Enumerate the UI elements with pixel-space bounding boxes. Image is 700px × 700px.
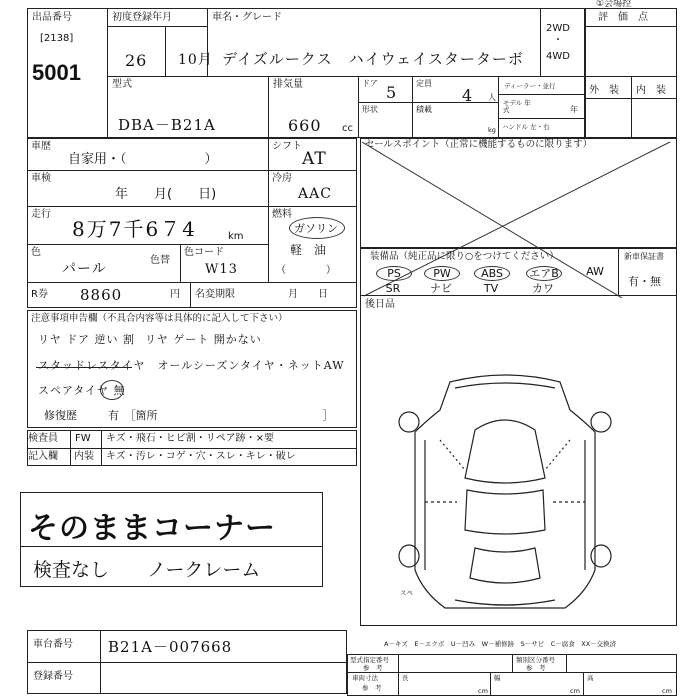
fuel-circle: [289, 217, 345, 239]
divider: [585, 26, 677, 27]
eval-top: ①会場控: [596, 0, 632, 9]
eval-label: 評 価 点: [598, 12, 648, 23]
divider: [498, 118, 585, 119]
mileage-label: 走行: [31, 209, 51, 220]
displacement-label: 排気量: [273, 79, 303, 90]
dealer-label: ディーラー・並行: [504, 82, 556, 90]
inspection-label: 車検: [31, 173, 51, 184]
history-value: 自家用・（ ）: [68, 152, 218, 167]
length-label: 長: [402, 674, 409, 682]
category-label: 類別区分番号: [516, 656, 555, 664]
record-label: 記入欄: [28, 451, 58, 462]
reg-number-label: 登録番号: [33, 671, 73, 682]
car-diagram: [395, 370, 615, 620]
divider: [268, 76, 269, 138]
chassis-value: B21A－007668: [108, 638, 233, 656]
divider: [101, 430, 102, 466]
width-label: 幅: [494, 674, 501, 682]
divider: [512, 654, 513, 672]
fuel-diesel: 軽 油: [290, 243, 327, 257]
ac-value: AAC: [298, 186, 332, 202]
category-sub: 参 考: [526, 664, 546, 672]
lot-label: 出品番号: [32, 12, 72, 23]
ac-label: 冷房: [272, 173, 292, 184]
displacement-unit: cc: [342, 123, 353, 134]
divider: [190, 282, 191, 308]
model-value: DBA－B21A: [118, 116, 216, 134]
doors-value: 5: [386, 83, 398, 102]
divider: [27, 448, 357, 449]
type-spec-sub: 参 考: [363, 664, 383, 672]
first-reg-year: 26: [125, 51, 148, 70]
divider: [347, 672, 677, 673]
divider: [398, 654, 399, 696]
drive-4wd: 4WD: [546, 51, 570, 62]
doors-label: ドア: [362, 79, 378, 88]
model-year-label: モデル 年式: [503, 99, 531, 114]
divider: [27, 244, 268, 245]
fuel-label: 燃料: [272, 209, 292, 220]
height-unit: cm: [662, 687, 672, 695]
car-name-label: 車名・グレード: [212, 12, 282, 23]
note-line-2: リヤ ゲート 開かない: [145, 333, 262, 346]
damage-legend: A－キズ E－エクボ U－凹み W－補修跡 S－サビ C－腐食 XX－交換済: [384, 640, 617, 648]
repair-value: 有 ［箇所 ］: [108, 409, 334, 422]
divider: [70, 430, 71, 466]
equip-item: ナビ: [430, 282, 452, 295]
divider: [618, 248, 619, 296]
stamp-noclaim: 検査なし ノークレーム: [33, 559, 261, 581]
length-unit: cm: [478, 687, 488, 695]
after-label: 後日品: [365, 299, 395, 310]
interior-label: 内 装: [636, 85, 666, 96]
divider: [207, 8, 208, 76]
divider: [180, 244, 181, 282]
spare-mark: スペ: [400, 589, 413, 597]
equip-label: 装備品（純正品に限り○をつけてください）: [370, 251, 559, 262]
shift-label: シフト: [272, 141, 302, 152]
exterior-label: 外 装: [589, 85, 619, 96]
note-circle: [100, 380, 124, 400]
strike-line: [36, 367, 132, 368]
width-unit: cm: [570, 687, 580, 695]
type-spec-label: 型式指定番号: [350, 656, 389, 664]
in-items: キズ・汚レ・コゲ・穴・スレ・キレ・破レ: [106, 451, 296, 462]
divider: [27, 206, 357, 207]
color-code-value: W13: [205, 262, 238, 277]
mileage-value: 8万7千6７4: [72, 217, 197, 241]
divider: [490, 672, 491, 696]
divider: [107, 8, 108, 138]
divider: [268, 138, 269, 282]
fw-items: キズ・飛石・ヒビ割・リペア跡・×要: [106, 433, 274, 444]
divider: [583, 672, 584, 696]
note-line-4: スペアタイヤ 無: [38, 384, 126, 397]
divider: [498, 76, 499, 138]
shift-value: AT: [302, 149, 327, 169]
capacity-value: 4: [462, 86, 474, 105]
divider: [498, 94, 585, 95]
equip-item: PW: [424, 266, 460, 281]
divider: [165, 26, 166, 76]
divider: [100, 630, 101, 694]
reg-period-label: 名変期限: [195, 289, 235, 300]
handle-label: ハンドル 左・右: [502, 123, 550, 131]
recycle-value: 8860: [80, 286, 123, 304]
dims-label: 車両寸法: [352, 674, 378, 682]
warranty-label: 新車保証書: [624, 252, 664, 261]
divider: [358, 76, 359, 138]
divider: [631, 76, 632, 138]
divider: [412, 76, 413, 138]
first-reg-label: 初度登録年月: [112, 12, 172, 23]
equip-item: PS: [376, 266, 412, 281]
car-name: デイズルークス ハイウェイスターターボ: [222, 50, 524, 68]
equip-item: TV: [483, 282, 499, 295]
reg-period-value: 月 日: [288, 289, 328, 300]
note-line-3: スタッドレスタイヤ オールシーズンタイヤ・ネットAW: [38, 359, 345, 372]
divider: [27, 170, 357, 171]
divider: [358, 102, 498, 103]
model-year-unit: 年: [570, 105, 578, 114]
color-change-label: 色替: [150, 255, 170, 266]
divider: [27, 662, 347, 663]
divider: [27, 282, 357, 283]
model-label: 型式: [112, 79, 132, 90]
lot-sub: [2138]: [40, 33, 74, 44]
capacity-unit: 人: [488, 93, 496, 102]
recycle-unit: 円: [170, 289, 180, 300]
inspector-label: 検査員: [28, 433, 58, 444]
notes-label: 注意事項申告欄（不具合内容等は具体的に記入して下さい）: [31, 313, 288, 324]
warranty-value: 有・無: [628, 275, 661, 288]
equip-item: ABS: [474, 266, 510, 281]
dims-sub: 参 考: [362, 684, 382, 692]
color-value: パール: [62, 261, 107, 277]
divider: [585, 98, 677, 99]
divider: [566, 654, 567, 672]
note-line-1: リヤ ドア 逆い 割: [38, 333, 135, 346]
capacity-label: 定員: [416, 79, 432, 88]
displacement-value: 660: [288, 116, 322, 135]
divider: [107, 26, 207, 27]
stamp-corner: そのままコーナー: [28, 511, 276, 546]
recycle-label: R券: [31, 289, 48, 300]
divider: [540, 8, 541, 76]
load-unit: kg: [488, 126, 496, 134]
equip-item: AW: [586, 265, 604, 278]
fuel-paren: （ ）: [276, 265, 336, 276]
shape-label: 形状: [362, 105, 378, 114]
divider: [107, 76, 585, 77]
inspection-value: 年 月( 日): [115, 187, 217, 202]
repair-label: 修復歴: [44, 409, 77, 422]
fuel-gas: ガソリン: [294, 222, 338, 235]
color-code-label: 色コード: [184, 247, 224, 258]
equip-item: エアB: [526, 266, 562, 281]
lot-number: 5001: [32, 60, 81, 85]
sales-point-label: セールスポイント（正常に機能するものに限ります）: [365, 139, 593, 150]
equip-item: SR: [385, 282, 401, 295]
drive-dot: ・: [553, 35, 563, 46]
fw-label: FW: [75, 433, 91, 444]
chassis-label: 車台番号: [33, 639, 73, 650]
load-label: 積載: [416, 105, 432, 114]
mileage-unit: km: [228, 231, 244, 242]
equip-item: カワ: [532, 282, 554, 295]
in-label: 内装: [74, 451, 94, 462]
color-label: 色: [31, 247, 41, 258]
drive-2wd: 2WD: [546, 23, 570, 34]
first-reg-month: 10月: [178, 52, 213, 68]
history-label: 車歴: [31, 141, 51, 152]
height-label: 高: [587, 674, 594, 682]
